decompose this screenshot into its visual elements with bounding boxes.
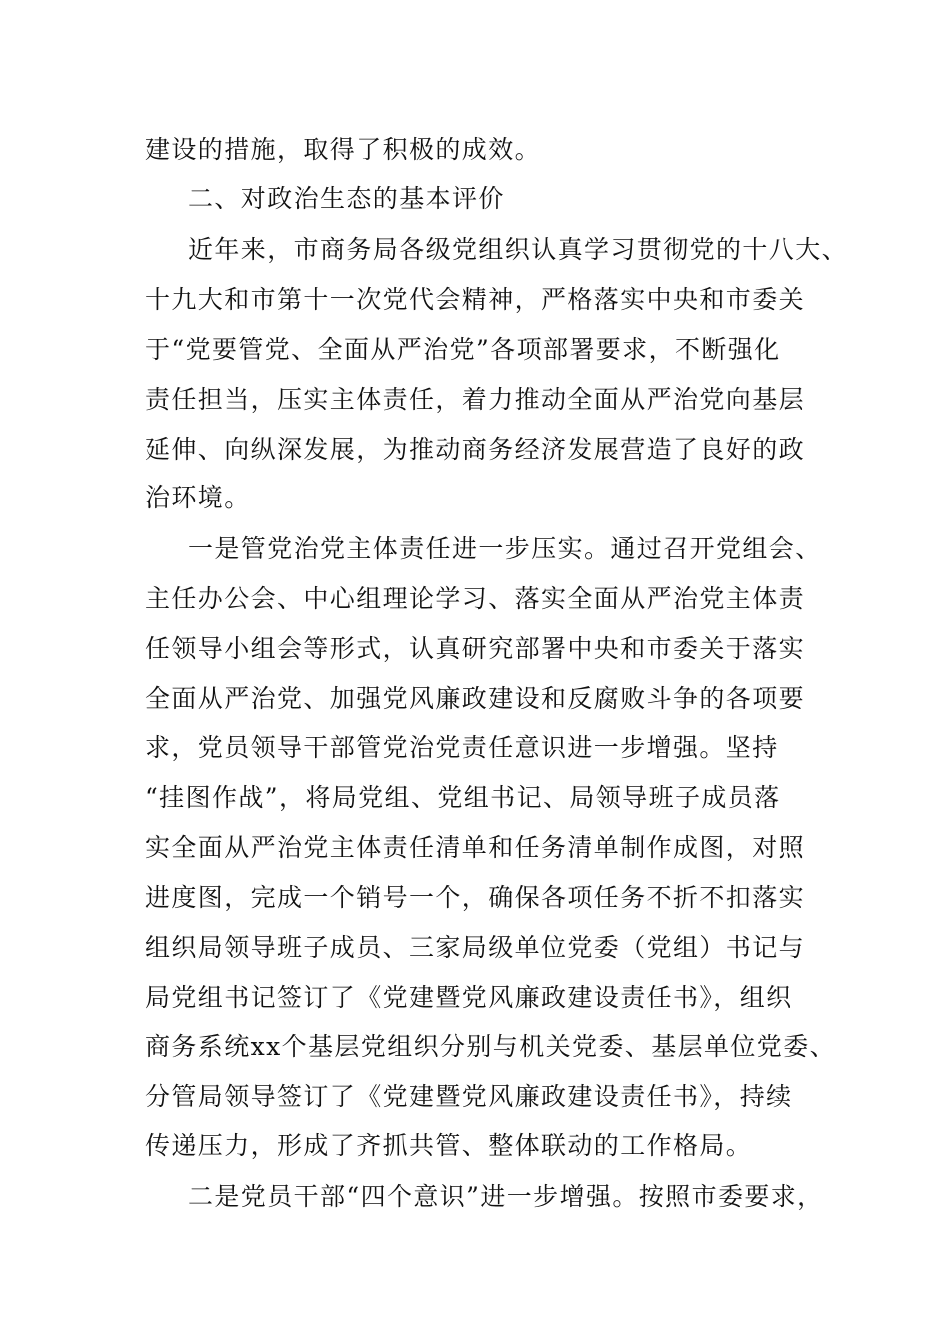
text-line: 建设的措施，取得了积极的成效。 [145, 135, 542, 164]
text-line: 近年来，市商务局各级党组织认真学习贯彻党的十八大、 [188, 235, 849, 264]
text-line: 局党组书记签订了《党建暨党风廉政建设责任书》，组织 [145, 983, 793, 1012]
text-line: 责任担当，压实主体责任，着力推动全面从严治党向基层 [145, 385, 806, 414]
text-line: 求，党员领导干部管党治党责任意识进一步增强。坚持 [145, 733, 779, 762]
section-heading: 二、对政治生态的基本评价 [188, 184, 505, 213]
text-line: “挂图作战”，将局党组、党组书记、局领导班子成员落 [145, 783, 781, 812]
text-line: 组织局领导班子成员、三家局级单位党委（党组）书记与 [145, 933, 806, 962]
text-line: 传递压力，形成了齐抓共管、整体联动的工作格局。 [145, 1131, 753, 1160]
text-line: 主任办公会、中心组理论学习、落实全面从严治党主体责 [145, 584, 806, 613]
text-line: 实全面从严治党主体责任清单和任务清单制作成图，对照 [145, 833, 806, 862]
text-line: 全面从严治党、加强党风廉政建设和反腐败斗争的各项要 [145, 684, 806, 713]
text-line: 于“党要管党、全面从严治党”各项部署要求，不断强化 [145, 335, 781, 364]
text-line: 一是管党治党主体责任进一步压实。通过召开党组会、 [188, 534, 822, 563]
text-line: 分管局领导签订了《党建暨党风廉政建设责任书》，持续 [145, 1082, 793, 1111]
text-line: 十九大和市第十一次党代会精神，严格落实中央和市委关 [145, 285, 806, 314]
text-line: 商务系统xx个基层党组织分别与机关党委、基层单位党委、 [145, 1032, 837, 1061]
text-line: 任领导小组会等形式，认真研究部署中央和市委关于落实 [145, 634, 806, 663]
text-line: 延伸、向纵深发展，为推动商务经济发展营造了良好的政 [145, 435, 806, 464]
text-line: 二是党员干部“四个意识”进一步增强。按照市委要求， [188, 1182, 824, 1211]
text-line: 进度图，完成一个销号一个，确保各项任务不折不扣落实 [145, 883, 806, 912]
text-line: 治环境。 [145, 483, 251, 512]
